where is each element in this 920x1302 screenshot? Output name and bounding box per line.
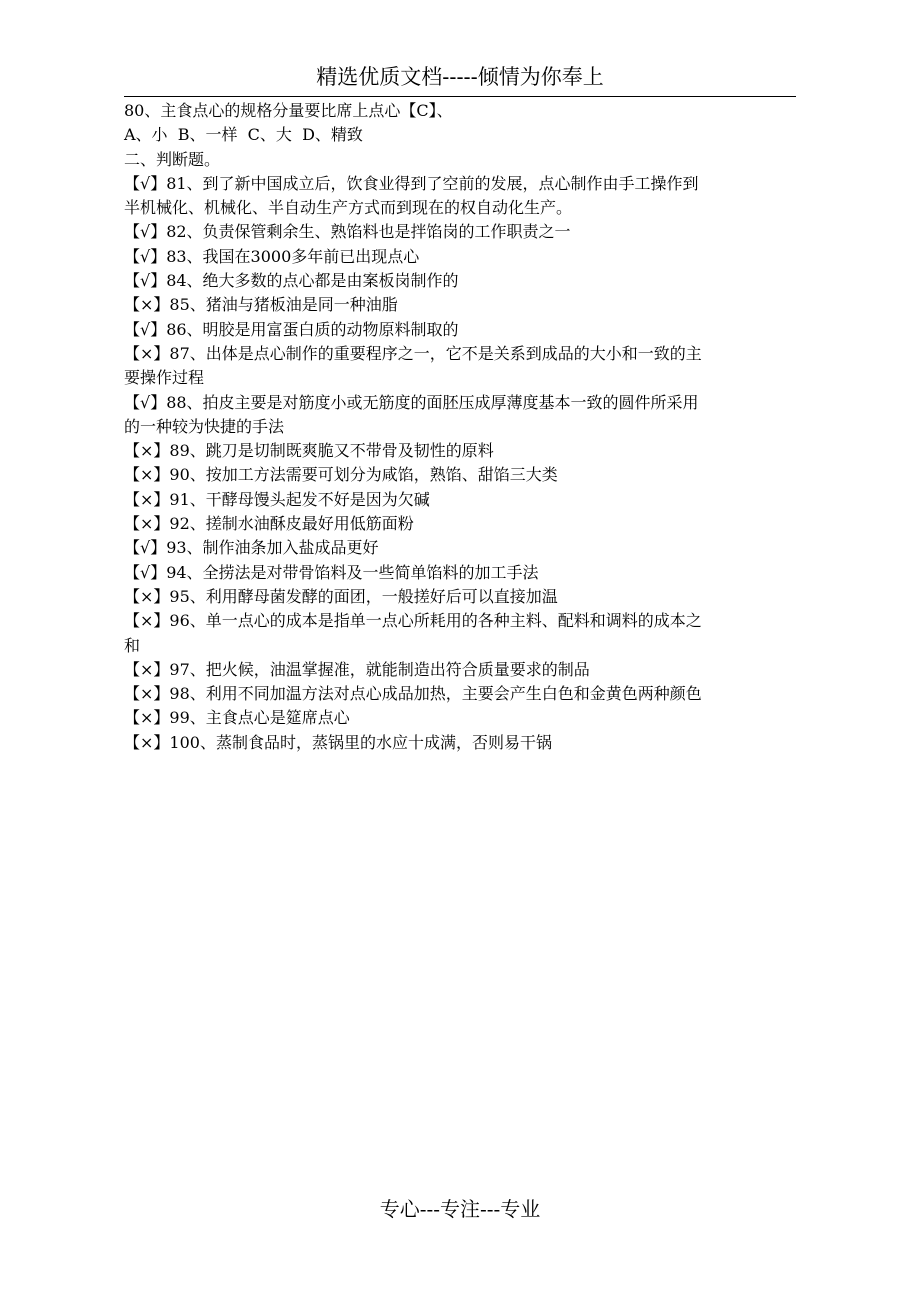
item-87: 【×】87、出体是点心制作的重要程序之一，它不是关系到成品的大小和一致的主 xyxy=(124,343,702,363)
item-85: 【×】85、猪油与猪板油是同一种油脂 xyxy=(124,295,398,315)
item-89: 【×】89、跳刀是切制既爽脆又不带骨及韧性的原料 xyxy=(124,441,494,461)
item-81-continued: 半机械化、机械化、半自动生产方式而到现在的权自动化生产。 xyxy=(124,198,573,218)
item-90: 【×】90、按加工方法需要可划分为咸馅，熟馅、甜馅三大类 xyxy=(124,465,558,485)
item-88: 【√】88、拍皮主要是对筋度小或无筋度的面胚压成厚薄度基本一致的圆件所采用 xyxy=(124,392,699,412)
header-divider xyxy=(124,96,796,97)
item-98: 【×】98、利用不同加温方法对点心成品加热，主要会产生白色和金黄色两种颜色 xyxy=(124,684,702,704)
question-80-options: A、小 B、一样 C、大 D、精致 xyxy=(124,125,363,145)
item-93: 【√】93、制作油条加入盐成品更好 xyxy=(124,538,379,558)
page-header-title: 精选优质文档-----倾情为你奉上 xyxy=(316,65,604,89)
question-80: 80、主食点心的规格分量要比席上点心【C】、 xyxy=(124,101,453,120)
document-body xyxy=(124,99,796,755)
item-81: 【√】81、到了新中国成立后，饮食业得到了空前的发展，点心制作由手工操作到 xyxy=(124,173,699,193)
page-footer-text: 专心---专注---专业 xyxy=(379,1197,541,1221)
item-99: 【×】99、主食点心是筵席点心 xyxy=(124,708,350,728)
item-96-continued: 和 xyxy=(124,635,141,655)
item-96: 【×】96、单一点心的成本是指单一点心所耗用的各种主料、配料和调料的成本之 xyxy=(124,611,702,631)
item-94: 【√】94、全捞法是对带骨馅料及一些简单馅料的加工手法 xyxy=(124,562,539,582)
item-86: 【√】86、明胶是用富蛋白质的动物原料制取的 xyxy=(124,319,459,339)
item-92: 【×】92、搓制水油酥皮最好用低筋面粉 xyxy=(124,514,414,534)
item-88-continued: 的一种较为快捷的手法 xyxy=(124,416,285,436)
item-87-continued: 要操作过程 xyxy=(124,368,205,388)
section-heading-judgment: 二、判断题。 xyxy=(124,149,221,169)
item-97: 【×】97、把火候，油温掌握准，就能制造出符合质量要求的制品 xyxy=(124,659,590,679)
item-82: 【√】82、负责保管剩余生、熟馅料也是拌馅岗的工作职责之一 xyxy=(124,222,571,242)
item-91: 【×】91、干酵母馒头起发不好是因为欠碱 xyxy=(124,489,430,509)
item-83: 【√】83、我国在3000多年前已出现点心 xyxy=(124,246,420,266)
item-84: 【√】84、绝大多数的点心都是由案板岗制作的 xyxy=(124,271,459,291)
item-100: 【×】100、蒸制食品时，蒸锅里的水应十成满，否则易干锅 xyxy=(124,732,552,752)
item-95: 【×】95、利用酵母菌发酵的面团，一般搓好后可以直接加温 xyxy=(124,586,558,606)
